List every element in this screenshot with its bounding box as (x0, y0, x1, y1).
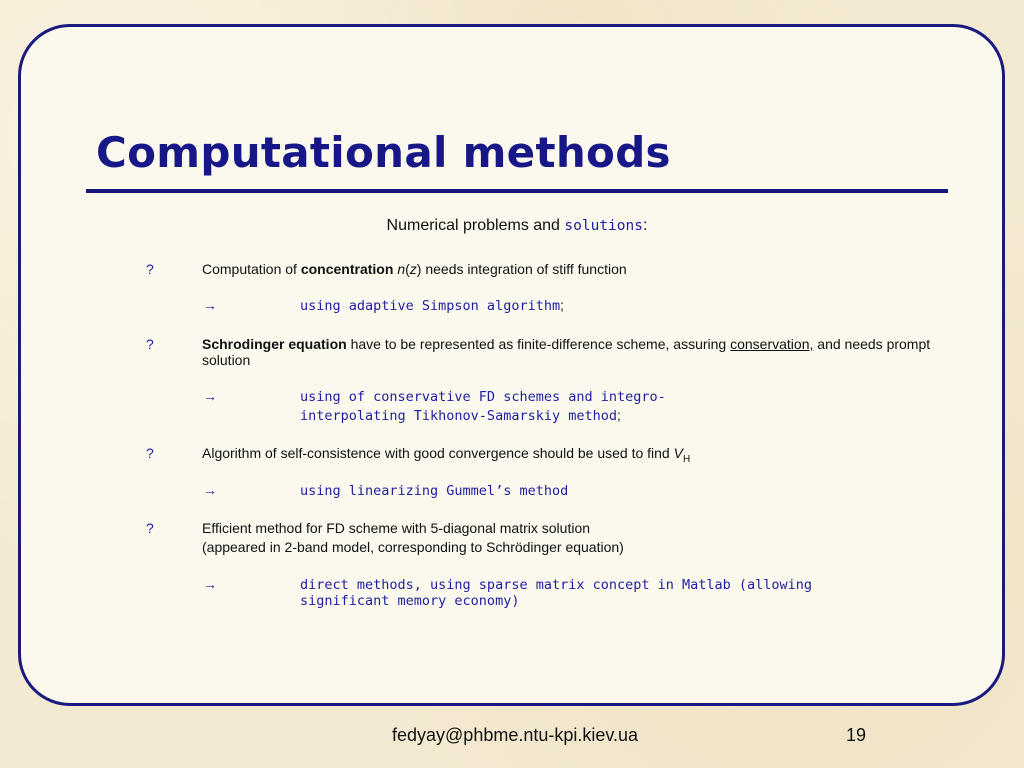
arrow-right-icon: → (203, 388, 217, 404)
bullet-1-var-n: n (397, 261, 406, 277)
bullet-3-sub: H (682, 453, 691, 465)
bullet-marker-3: ? (146, 445, 154, 461)
solution-3: using linearizing Gummel’s method (300, 483, 569, 499)
solution-2-line2: interpolating Tikhonov-Samarskiy method (300, 408, 617, 424)
bullet-2-text-end: and needs prompt solution (202, 336, 931, 368)
subtitle-link: solutions (564, 218, 643, 234)
arrow-right-icon: → (203, 297, 217, 313)
bullet-marker-4: ? (146, 520, 154, 536)
solution-2-end: ; (616, 408, 621, 423)
bullet-1-paren-close: ) (416, 261, 422, 277)
bullet-1-post: needs integration of stiff function (421, 261, 627, 277)
slide-title: Computational methods (96, 128, 671, 177)
page-number: 19 (846, 725, 867, 745)
bullet-2-text: have to be represented as finite-difference scheme, assuring (346, 336, 731, 352)
solution-2 (300, 389, 920, 424)
subtitle-suffix: : (642, 217, 648, 234)
bullet-2-bold: Schrodinger equation (202, 336, 347, 352)
subtitle-prefix: Numerical problems and (386, 217, 565, 234)
subtitle (0, 217, 1024, 235)
bullet-3-var: V (673, 445, 683, 461)
bullet-text-3 (202, 445, 937, 468)
bullet-4-line1: Efficient method for FD scheme with 5-diagonal matrix solution (202, 520, 591, 536)
bullet-4-line2: (appeared in 2-band model, corresponding to Schrödinger equation) (202, 539, 624, 555)
bullet-1-bold: concentration (300, 261, 394, 277)
arrow-right-icon: → (203, 576, 217, 592)
bullet-1-pre: Computation of (202, 261, 301, 277)
solution-2-line1: using of conservative FD schemes and integro- (300, 389, 666, 405)
bullet-1-paren-open: ( (405, 261, 410, 277)
bullet-2-underlined: conservation, (730, 336, 814, 352)
solution-4: direct methods, using sparse matrix concept in Matlab (allowing significant memory economy) (300, 577, 813, 609)
solution-1 (300, 298, 920, 314)
bullet-text-1 (202, 261, 937, 277)
bullet-marker-1: ? (146, 261, 154, 277)
solution-1-text: using adaptive Simpson algorithm (300, 298, 561, 314)
bullet-text-2 (202, 336, 937, 368)
footer-email: fedyay@phbme.ntu-kpi.kiev.ua (392, 725, 639, 745)
arrow-right-icon: → (203, 482, 217, 498)
title-divider (86, 189, 948, 193)
solution-1-end: ; (560, 298, 564, 313)
bullet-marker-2: ? (146, 336, 154, 352)
bullet-1-var-z: z (409, 261, 417, 277)
bullet-text-4 (202, 520, 937, 555)
bullet-3-text: Algorithm of self-consistence with good convergence should be used to find (202, 445, 674, 461)
